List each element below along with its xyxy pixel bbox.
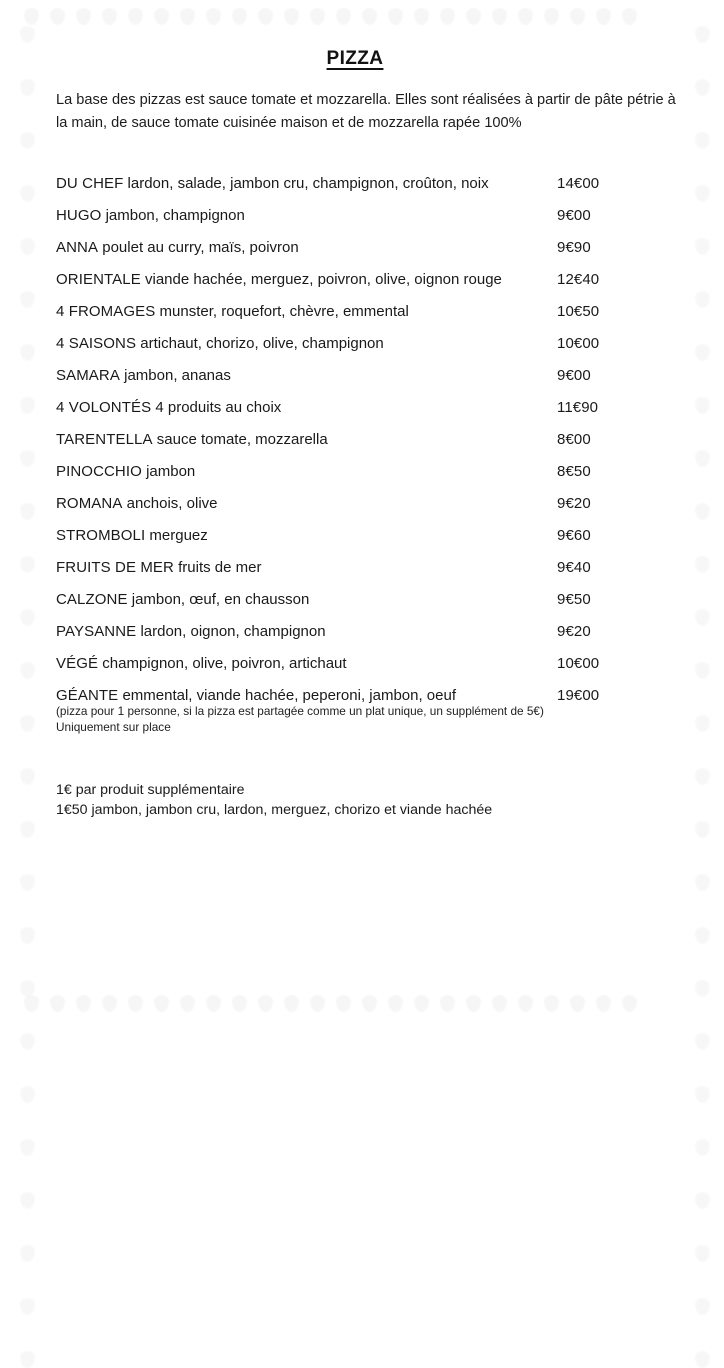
menu-item-price: 9€50 [557, 591, 591, 609]
menu-item-description: poulet au curry, maïs, poivron [98, 239, 299, 257]
menu-item-description: anchois, olive [122, 495, 218, 513]
menu-item-name: ROMANA [56, 495, 123, 513]
watermark-mark [20, 1086, 35, 1103]
menu-item-text [56, 303, 557, 320]
menu-item-description: jambon [141, 463, 196, 481]
menu-item-text [56, 559, 557, 576]
menu-item-text [56, 271, 557, 288]
menu-item-description: lardon, salade, jambon cru, champignon, croûton, noix [123, 175, 489, 193]
menu-item-name: SAMARA [56, 367, 120, 385]
menu-item-text [56, 591, 557, 608]
menu-row [56, 207, 680, 239]
menu-row [56, 463, 680, 495]
menu-item-name: 4 FROMAGES [56, 303, 156, 321]
giant-note-dine-in-only: Uniquement sur place [56, 720, 171, 735]
menu-row-giant [56, 687, 680, 736]
watermark-mark [20, 1351, 35, 1368]
menu-item-name: ORIENTALE [56, 271, 141, 289]
menu-item-name: PAYSANNE [56, 623, 137, 641]
giant-note-sharing: (pizza pour 1 personne, si la pizza est partagée comme un plat unique, un supplément de 5€) [56, 704, 544, 719]
menu-item-text [56, 367, 557, 384]
watermark-mark [695, 1245, 710, 1262]
menu-item-name: STROMBOLI [56, 527, 146, 545]
menu-item-name: VÉGÉ [56, 655, 99, 673]
menu-item-text [56, 687, 557, 704]
menu-row [56, 687, 680, 704]
menu-item-description: munster, roquefort, chèvre, emmental [155, 303, 409, 321]
menu-item-text [56, 175, 557, 192]
watermark-mark [20, 1245, 35, 1262]
menu-item-text [56, 207, 557, 224]
menu-item-price: 8€00 [557, 431, 591, 449]
watermark-mark [695, 1139, 710, 1156]
watermark-mark [695, 1086, 710, 1103]
menu-item-name: HUGO [56, 207, 102, 225]
watermark-mark [20, 1139, 35, 1156]
menu-item-name: CALZONE [56, 591, 128, 609]
menu-item-description: 4 produits au choix [151, 399, 282, 417]
menu-item-name: GÉANTE [56, 687, 119, 705]
menu-item-price: 9€60 [557, 527, 591, 545]
watermark-mark [695, 1033, 710, 1050]
menu-item-description: fruits de mer [173, 559, 262, 577]
menu-item-price: 8€50 [557, 463, 591, 481]
menu-item-text [56, 463, 557, 480]
menu-item-price: 10€00 [557, 655, 600, 673]
menu-row [56, 303, 680, 335]
footer-line-2: 1€50 jambon, jambon cru, lardon, merguez, chorizo et viande hachée [56, 802, 493, 819]
menu-item-text [56, 495, 557, 512]
menu-row [56, 399, 680, 431]
menu-item-description: jambon, ananas [119, 367, 231, 385]
menu-item-text [56, 399, 557, 416]
footer-line-1: 1€ par produit supplémentaire [56, 781, 245, 798]
menu-item-price: 9€00 [557, 207, 591, 225]
menu-item-name: DU CHEF [56, 175, 124, 193]
menu-row [56, 495, 680, 527]
menu-row [56, 591, 680, 623]
watermark-mark [20, 1192, 35, 1209]
menu-row [56, 367, 680, 399]
menu-item-name: 4 VOLONTÉS [56, 399, 152, 417]
menu-row [56, 175, 680, 207]
menu-row [56, 527, 680, 559]
menu-item-name: TARENTELLA [56, 431, 153, 449]
menu-item-price: 9€40 [557, 559, 591, 577]
menu-item-price: 14€00 [557, 175, 600, 193]
menu-row [56, 655, 680, 687]
menu-item-description: merguez [145, 527, 208, 545]
watermark-mark [20, 1033, 35, 1050]
menu-item-price: 10€00 [557, 335, 600, 353]
intro-paragraph: La base des pizzas est sauce tomate et mozzarella. Elles sont réalisées à partir de pâte pétrie à la main, de sauce tomate cuisinée maison et de mozzarella rapée 100% [56, 92, 676, 132]
menu-row [56, 623, 680, 655]
watermark-mark [695, 1192, 710, 1209]
menu-item-price: 10€50 [557, 303, 600, 321]
watermark-mark [20, 1298, 35, 1315]
menu-item-description: viande hachée, merguez, poivron, olive, oignon rouge [140, 271, 502, 289]
menu-item-price: 9€90 [557, 239, 591, 257]
menu-item-description: sauce tomate, mozzarella [152, 431, 328, 449]
menu-item-description: jambon, œuf, en chausson [127, 591, 310, 609]
menu-item-text [56, 623, 557, 640]
pizza-list [56, 175, 680, 736]
menu-item-price: 19€00 [557, 687, 600, 705]
menu-item-price: 11€90 [557, 399, 599, 417]
menu-row [56, 431, 680, 463]
watermark-mark [695, 1298, 710, 1315]
menu-item-name: ANNA [56, 239, 99, 257]
menu-item-name: PINOCCHIO [56, 463, 142, 481]
menu-item-text [56, 431, 557, 448]
menu-item-price: 9€20 [557, 495, 591, 513]
menu-row [56, 239, 680, 271]
menu-item-description: lardon, oignon, champignon [136, 623, 326, 641]
menu-item-price: 9€00 [557, 367, 591, 385]
menu-row [56, 335, 680, 367]
menu-item-text [56, 655, 557, 672]
menu-item-price: 9€20 [557, 623, 591, 641]
menu-item-price: 12€40 [557, 271, 600, 289]
page-title: PIZZA [326, 48, 384, 69]
menu-item-description: jambon, champignon [101, 207, 245, 225]
menu-row [56, 271, 680, 303]
watermark-mark [695, 1351, 710, 1368]
menu-item-description: champignon, olive, poivron, artichaut [98, 655, 347, 673]
menu-row [56, 559, 680, 591]
menu-item-text [56, 239, 557, 256]
menu-item-text [56, 335, 557, 352]
menu-item-name: FRUITS DE MER [56, 559, 174, 577]
menu-item-description: artichaut, chorizo, olive, champignon [136, 335, 384, 353]
menu-item-description: emmental, viande hachée, peperoni, jambon, oeuf [118, 687, 457, 705]
menu-item-name: 4 SAISONS [56, 335, 137, 353]
supplements-footer [56, 780, 680, 820]
menu-item-text [56, 527, 557, 544]
